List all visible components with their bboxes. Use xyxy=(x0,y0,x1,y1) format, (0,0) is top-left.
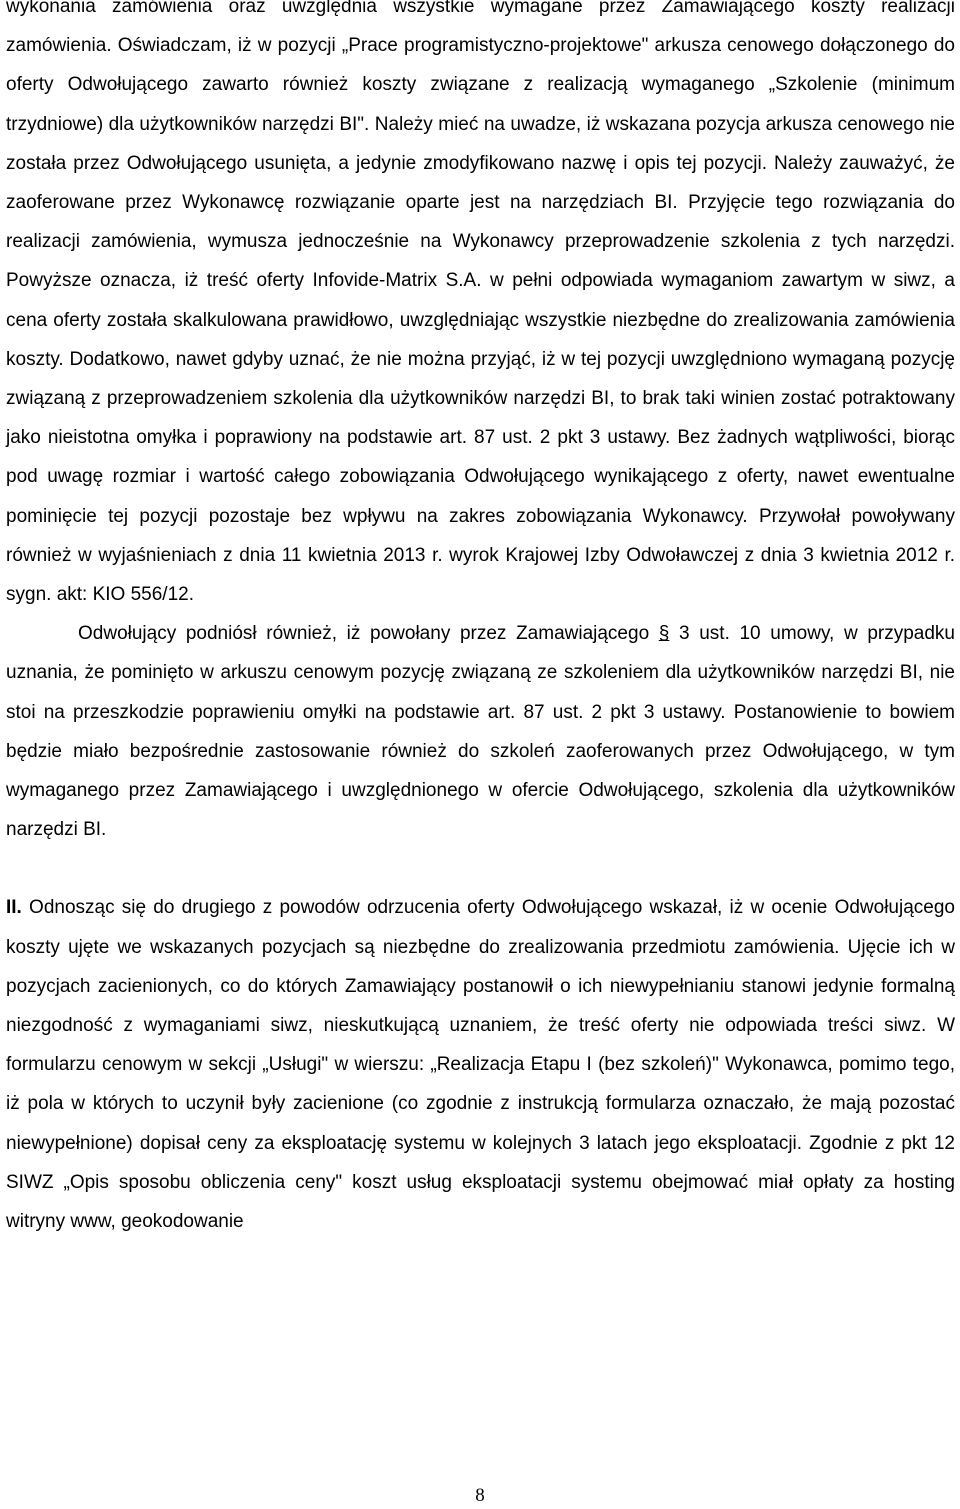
paragraph-2-rest: 3 ust. 10 umowy, w przypadku uznania, że pominięto w arkuszu cenowym pozycję związaną ze szkoleniem dla użytkowników narzędzi BI, nie stoi na przeszkodzie poprawieniu omyłki na podstawie art. 87 ust. 2 pkt 3 ustawy. Postanowienie to bowiem będzie miało bezpośrednie zastosowanie również do szkoleń zaoferowanych przez Odwołującego, w tym wymaganego przez Zamawiającego i uwzględnionego w ofercie Odwołującego, szkolenia dla użytkowników narzędzi BI. xyxy=(6,623,955,841)
document-body xyxy=(6,0,955,1241)
section-number: II. xyxy=(6,897,22,919)
paragraph-1: wykonania zamówienia oraz uwzględnia wszystkie wymagane przez Zamawiającego koszty realizacji zamówienia. Oświadczam, iż w pozycji „Prace programistyczno-projektowe" arkusza cenowego dołączonego do oferty Odwołującego zawarto również koszty związane z realizacją wymaganego „Szkolenie (minimum trzydniowe) dla użytkowników narzędzi BI". Należy mieć na uwadze, iż wskazana pozycja arkusza cenowego nie została przez Odwołującego usunięta, a jedynie zmodyfikowano nazwę i opis tej pozycji. Należy zauważyć, że zaoferowane przez Wykonawcę rozwiązanie oparte jest na narzędziach BI. Przyjęcie tego rozwiązania do realizacji zamówienia, wymusza jednocześnie na Wykonawcy przeprowadzenie szkolenia z tych narzędzi. Powyższe oznacza, iż treść oferty Infovide-Matrix S.A. w pełni odpowiada wymaganiom zawartym w siwz, a cena oferty została skalkulowana prawidłowo, uwzględniając wszystkie niezbędne do zrealizowania zamówienia koszty. Dodatkowo, nawet gdyby uznać, że nie można przyjąć, iż w tej pozycji uwzględniono wymaganą pozycję związaną z przeprowadzeniem szkolenia dla użytkowników narzędzi BI, to brak taki winien zostać potraktowany jako nieistotna omyłka i poprawiony na podstawie art. 87 ust. 2 pkt 3 ustawy. Bez żadnych wątpliwości, biorąc pod uwagę rozmiar i wartość całego zobowiązania Odwołującego wynikającego z oferty, nawet ewentualne pominięcie tej pozycji pozostaje bez wpływu na zakres zobowiązania Wykonawcy. Przywołał powoływany również w wyjaśnieniach z dnia 11 kwietnia 2013 r. wyrok Krajowej Izby Odwoławczej z dnia 3 kwietnia 2012 r. sygn. akt: KIO 556/12. xyxy=(6,0,955,606)
paragraph-3-text: Odnosząc się do drugiego z powodów odrzucenia oferty Odwołującego wskazał, iż w ocenie Odwołującego koszty ujęte we wskazanych pozycjach są niezbędne do zrealizowania przedmiotu zamówienia. Ujęcie ich w pozycjach zacienionych, co do których Zamawiający postanowił o ich niewypełnianiu stanowi jedynie formalną niezgodność z wymaganiami siwz, nieskutkującą uznaniem, że treść oferty nie odpowiada treści siwz. W formularzu cenowym w sekcji „Usługi" w wierszu: „Realizacja Etapu I (bez szkoleń)" Wykonawca, pomimo tego, iż pola w których to uczynił były zacienione (co zgodnie z instrukcją formularza oznaczało, że mają pozostać niewypełnione) dopisał ceny za eksploatację systemu w kolejnych 3 latach jego eksploatacji. Zgodnie z pkt 12 SIWZ „Opis sposobu obliczenia ceny" koszt usług eksploatacji systemu obejmować miał opłaty za hosting witryny www, geokodowanie xyxy=(6,897,955,1233)
page-number: 8 xyxy=(475,1485,485,1506)
paragraph-2 xyxy=(6,614,955,849)
paragraph-2-start: Odwołujący podniósł również, iż powołany przez Zamawiającego xyxy=(78,623,659,645)
paragraph-3 xyxy=(6,888,955,1241)
section-sign: § xyxy=(658,623,670,645)
